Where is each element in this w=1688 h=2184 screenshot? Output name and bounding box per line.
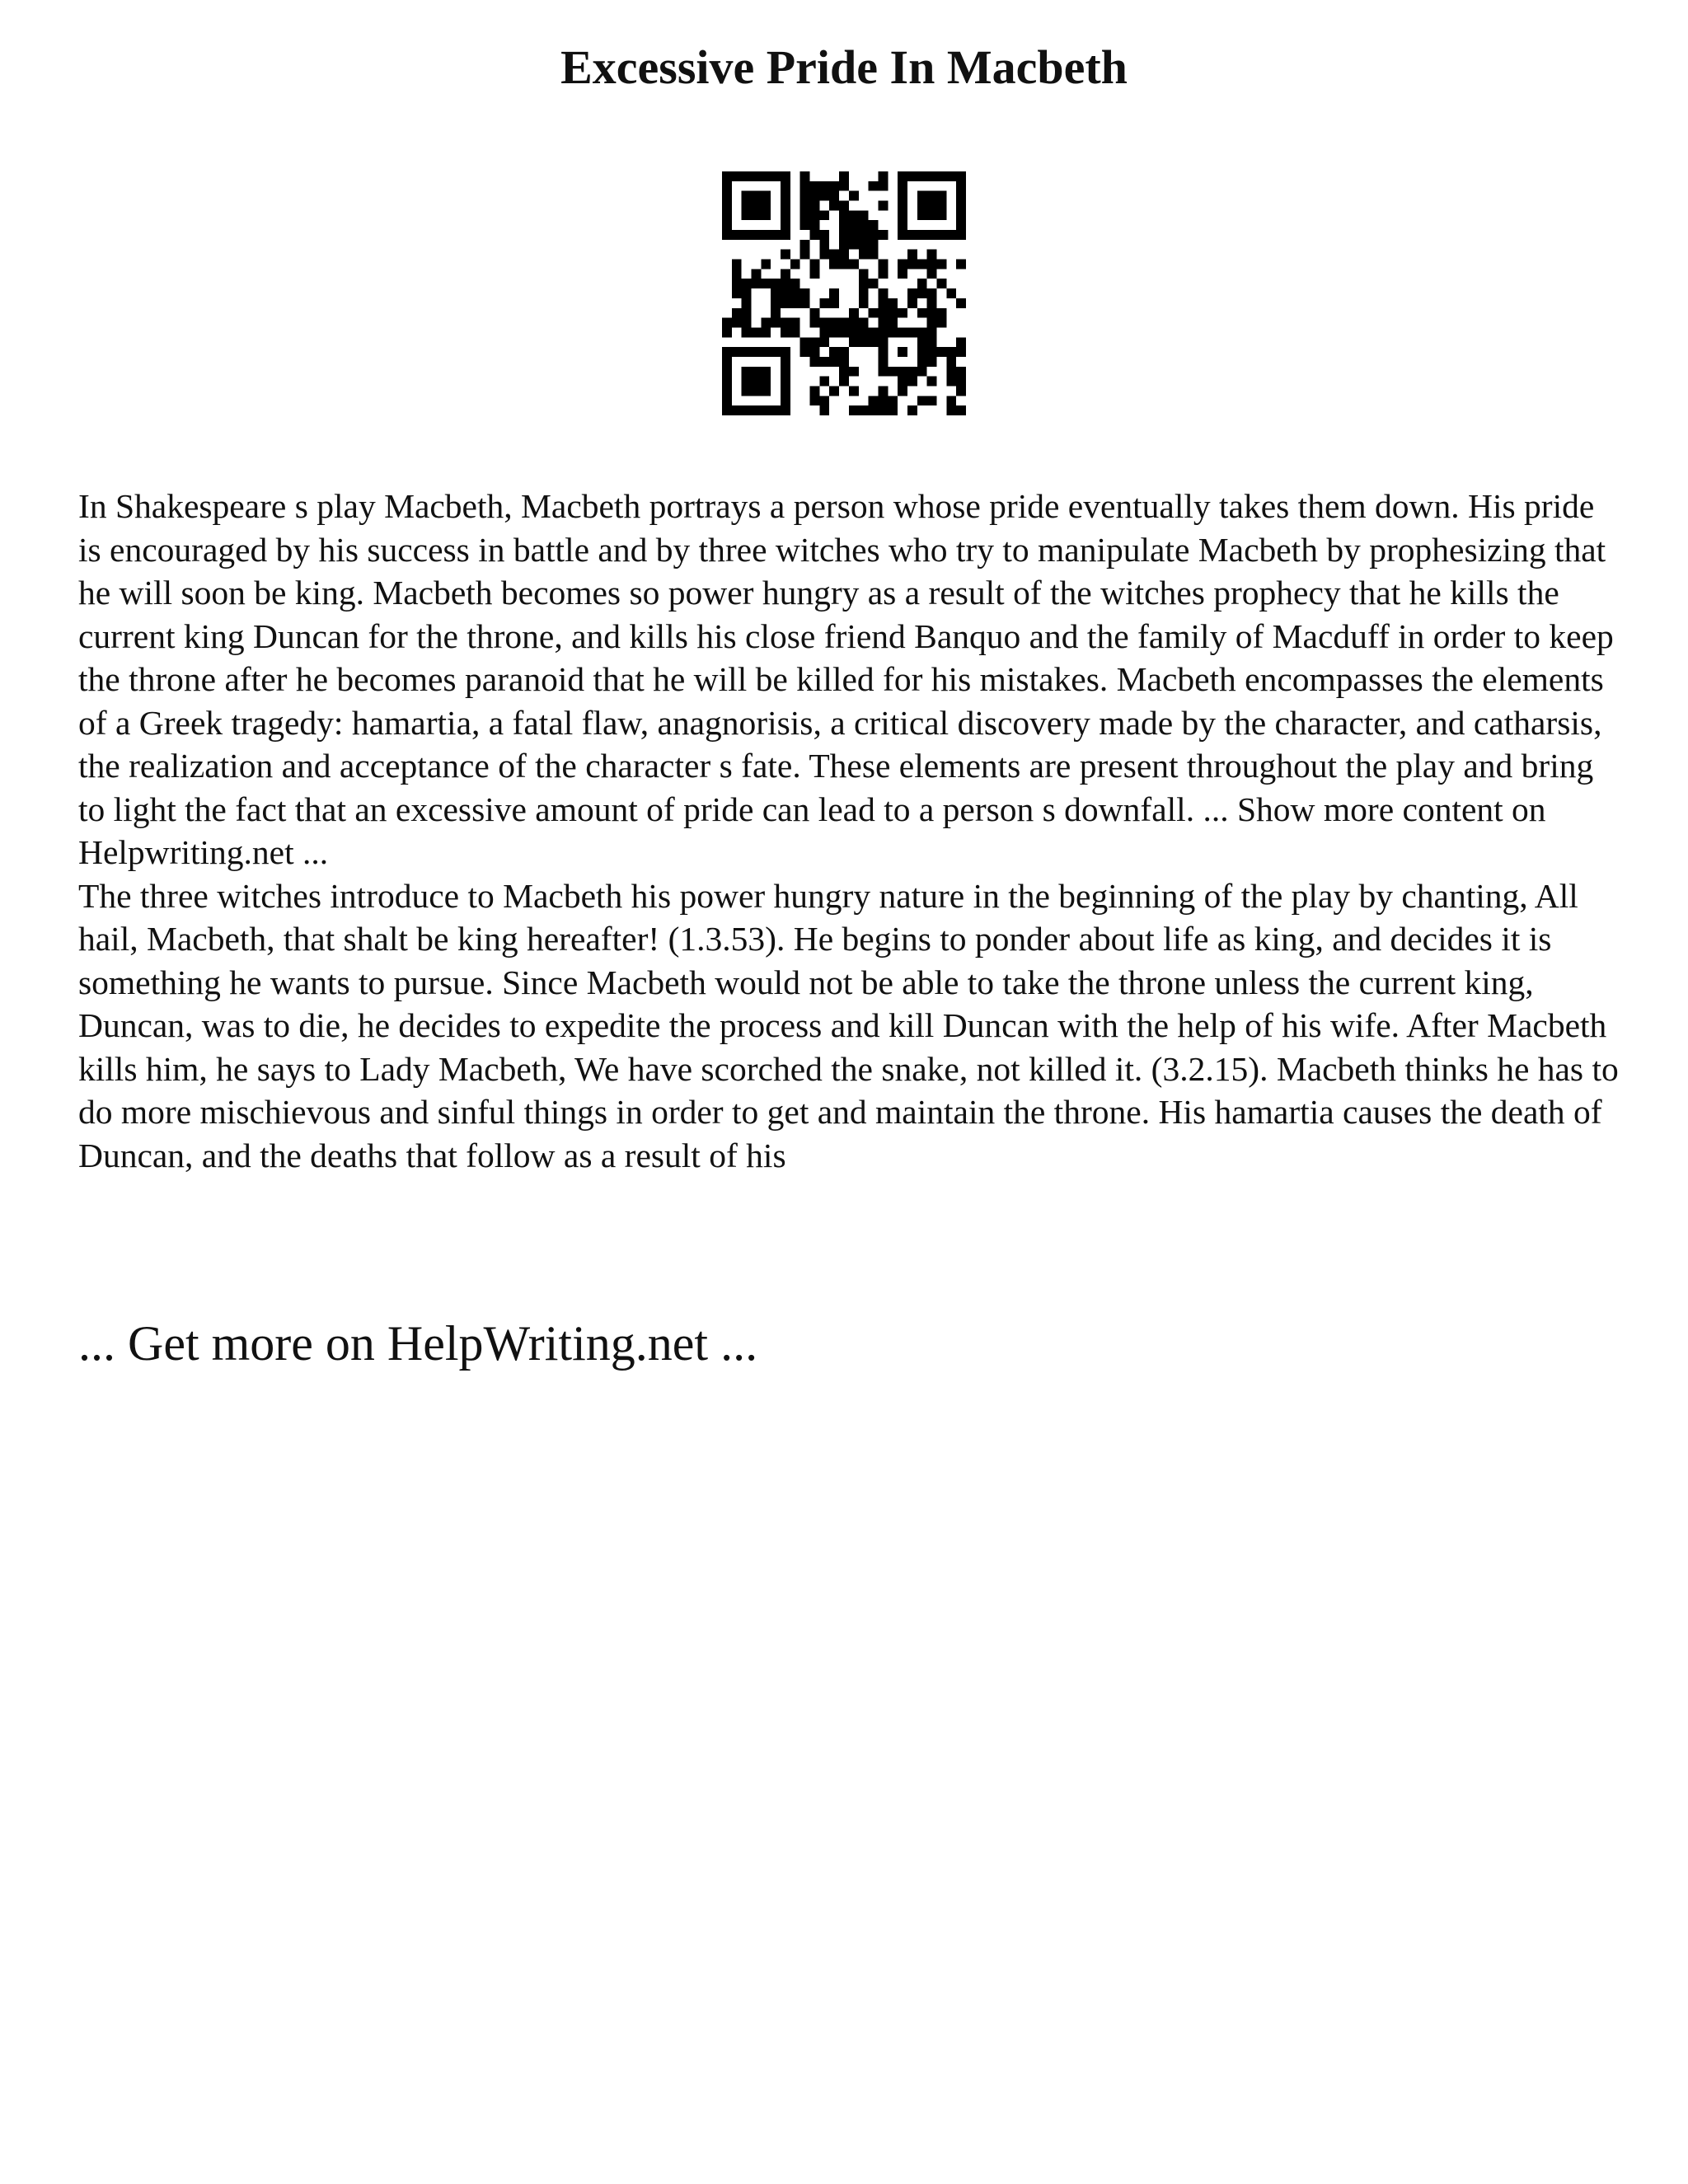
document-title: Excessive Pride In Macbeth [560,40,1128,94]
paragraph-2: The three witches introduce to Macbeth his power hungry nature in the beginning of the play by chanting, All hail, Macbeth, that shalt be king hereafter! (1.3.53). He begins to ponder about life as king, and decides it is something he wants to pursue. Since Macbeth would not be able to take the throne unless the current king, Duncan, was to die, he decides to expedite the process and kill Duncan with the help of his wife. After Macbeth kills him, he says to Lady Macbeth, We have scorched the snake, not killed it. (3.2.15). Macbeth thinks he has to do more mischievous and sinful things in order to get and maintain the throne. His hamartia causes the death of Duncan, and the deaths that follow as a result of his [78,876,1619,1174]
paragraph-1: In Shakespeare s play Macbeth, Macbeth portrays a person whose pride eventually takes them down. His pride is encouraged by his success in battle and by three witches who try to manipulate Macbeth by prophesizing that he will soon be king. Macbeth becomes so power hungry as a result of the witches prophecy that he kills the current king Duncan for the throne, and kills his close friend Banquo and the family of Macduff in order to keep the throne after he becomes paranoid that he will be killed for his mistakes. Macbeth encompasses the elements of a Greek tragedy: hamartia, a fatal flaw, anagnorisis, a critical discovery made by the character, and catharsis, the realization and acceptance of the character s fate. These elements are present throughout the play and bring to light the fact that an excessive amount of pride can lead to a person s downfall. ... Show more content on Helpwriting.net ... [78,487,1614,871]
qr-code-graphic [722,171,966,415]
document-body [78,485,1620,1177]
qr-code-icon [722,171,966,415]
get-more-link[interactable]: ... Get more on HelpWriting.net ... [78,1316,758,1371]
